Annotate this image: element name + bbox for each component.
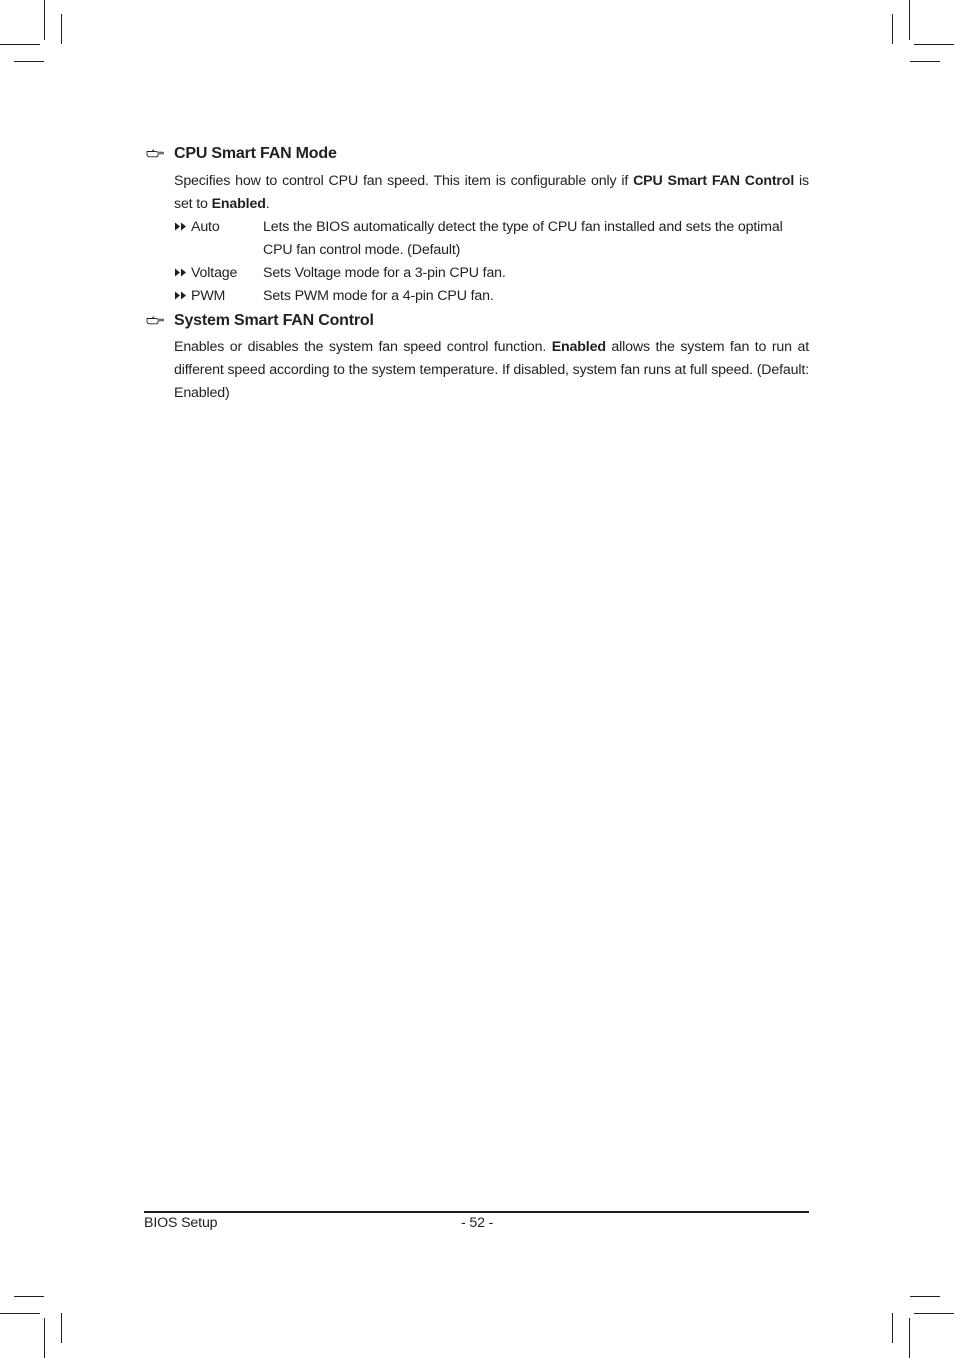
crop-mark xyxy=(61,14,62,44)
section-title: CPU Smart FAN Mode xyxy=(174,145,337,162)
description-bold-text: CPU Smart FAN Control xyxy=(633,173,795,189)
system-smart-fan-control-description xyxy=(174,336,809,404)
footer-page-number: - 52 - xyxy=(461,1215,494,1231)
pointing-hand-icon xyxy=(146,148,164,158)
crop-mark xyxy=(910,61,940,62)
section-heading-system-smart-fan-control xyxy=(146,311,374,331)
crop-mark xyxy=(909,0,910,40)
description-text: is set to xyxy=(174,173,809,212)
crop-mark xyxy=(44,0,45,40)
crop-mark xyxy=(910,1296,940,1297)
double-arrow-icon xyxy=(174,268,188,277)
description-bold-text: Enabled xyxy=(551,339,606,355)
section-heading-cpu-smart-fan-mode xyxy=(146,144,337,164)
option-description: Lets the BIOS automatically detect the type of CPU fan installed and sets the optimal CPU fan control mode. (Default) xyxy=(263,219,783,258)
crop-mark xyxy=(892,1313,893,1343)
crop-mark xyxy=(909,1318,910,1358)
option-description: Sets Voltage mode for a 3-pin CPU fan. xyxy=(263,265,506,281)
footer-section-name: BIOS Setup xyxy=(144,1215,218,1231)
crop-mark xyxy=(914,1313,954,1314)
option-auto xyxy=(174,216,220,239)
crop-mark xyxy=(914,44,954,45)
option-name: PWM xyxy=(191,288,226,304)
description-text: . xyxy=(265,195,270,212)
description-text: Enables or disables the system fan speed control function. xyxy=(174,339,552,355)
crop-mark xyxy=(61,1313,62,1343)
crop-mark xyxy=(0,44,40,45)
option-name: Auto xyxy=(191,219,220,235)
footer-rule xyxy=(144,1211,809,1213)
crop-mark xyxy=(14,61,44,62)
option-pwm xyxy=(174,285,225,308)
description-text: allows the system fan to run at different speed according to the system temperature. If disabled, system fan runs at full speed. (Default: Enabled) xyxy=(174,339,809,401)
crop-mark xyxy=(892,14,893,44)
double-arrow-icon xyxy=(174,222,188,231)
option-description: Sets PWM mode for a 4-pin CPU fan. xyxy=(263,288,494,304)
section-title: System Smart FAN Control xyxy=(174,312,374,329)
crop-mark xyxy=(14,1296,44,1297)
option-name: Voltage xyxy=(191,265,238,281)
crop-mark xyxy=(0,1313,40,1314)
cpu-smart-fan-mode-description xyxy=(174,170,809,216)
option-voltage xyxy=(174,262,237,285)
description-bold-text: Enabled xyxy=(211,195,266,212)
crop-mark xyxy=(44,1318,45,1358)
pointing-hand-icon xyxy=(146,315,164,325)
description-text: Specifies how to control CPU fan speed. This item is configurable only if xyxy=(174,173,634,189)
double-arrow-icon xyxy=(174,291,188,300)
